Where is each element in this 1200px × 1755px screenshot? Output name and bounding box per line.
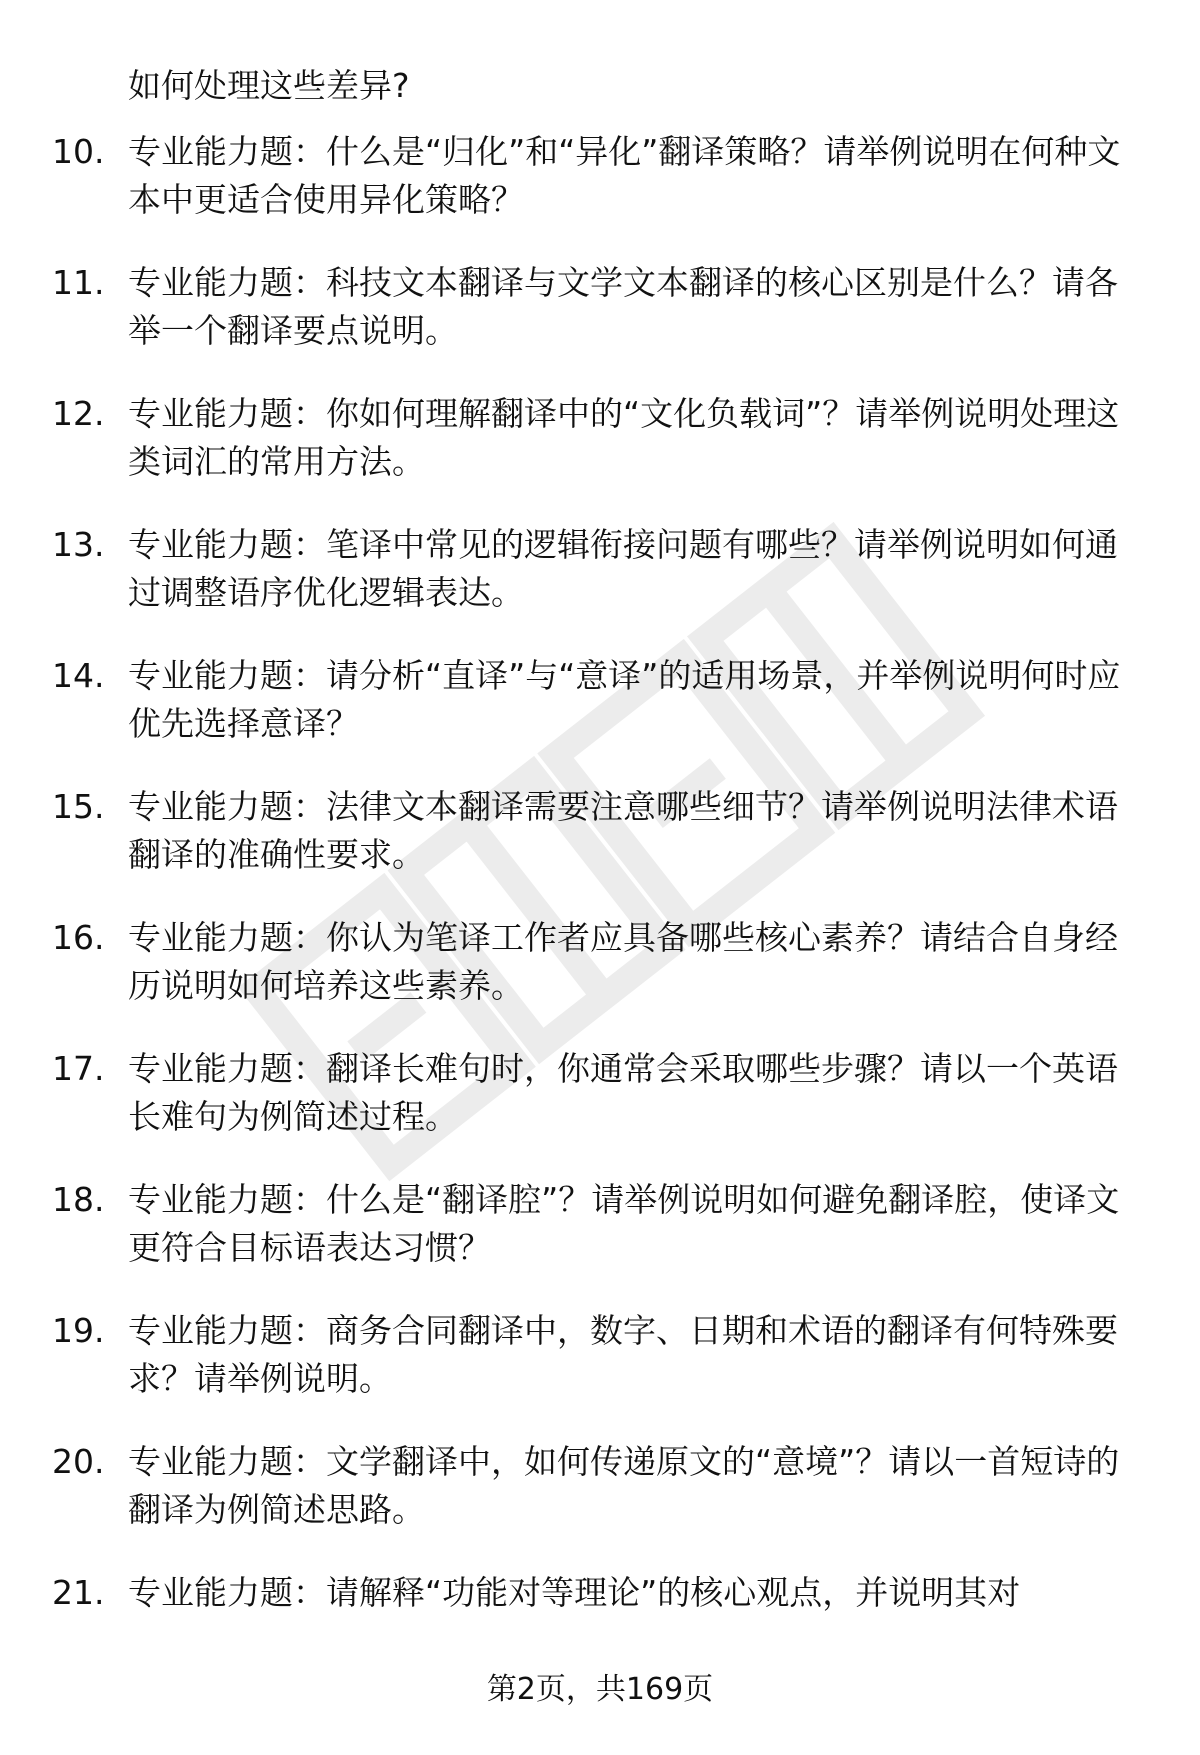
question-item [52, 1569, 1152, 1617]
question-item [52, 914, 1152, 1010]
question-text: 专业能力题：法律文本翻译需要注意哪些细节？请举例说明法律术语翻译的准确性要求。 [128, 787, 1118, 874]
question-text: 专业能力题：你认为笔译工作者应具备哪些核心素养？请结合自身经历说明如何培养这些素养。 [128, 918, 1118, 1005]
question-number: 13. [52, 525, 105, 564]
question-number: 21. [52, 1573, 105, 1612]
question-text: 专业能力题：商务合同翻译中，数字、日期和术语的翻译有何特殊要求？请举例说明。 [128, 1311, 1118, 1398]
question-text: 专业能力题：翻译长难句时，你通常会采取哪些步骤？请以一个英语长难句为例简述过程。 [128, 1049, 1118, 1136]
page-number-footer: 第2页，共169页 [486, 1672, 714, 1707]
question-text: 专业能力题：笔译中常见的逻辑衔接问题有哪些？请举例说明如何通过调整语序优化逻辑表达。 [128, 525, 1118, 612]
question-number: 19. [52, 1311, 105, 1350]
question-number: 17. [52, 1049, 105, 1088]
question-item [52, 128, 1152, 224]
question-text: 专业能力题：请解释“功能对等理论”的核心观点，并说明其对 [128, 1573, 1021, 1612]
question-item [52, 1438, 1152, 1534]
question-item [52, 652, 1152, 748]
question-number: 15. [52, 787, 105, 826]
question-text: 专业能力题：请分析“直译”与“意译”的适用场景，并举例说明何时应优先选择意译？ [128, 656, 1121, 743]
question-item [52, 390, 1152, 486]
question-item [52, 521, 1152, 617]
question-number: 20. [52, 1442, 105, 1481]
question-text: 专业能力题：什么是“翻译腔”？请举例说明如何避免翻译腔，使译文更符合目标语表达习惯？ [128, 1180, 1120, 1267]
question-number: 18. [52, 1180, 105, 1219]
question-number: 14. [52, 656, 105, 695]
question-number: 11. [52, 263, 105, 302]
question-number: 10. [52, 132, 105, 171]
question-item [52, 1045, 1152, 1141]
question-item [52, 259, 1152, 355]
question-item [52, 1307, 1152, 1403]
question-text: 专业能力题：什么是“归化”和“异化”翻译策略？请举例说明在何种文本中更适合使用异化策略？ [128, 132, 1121, 219]
question-item [52, 783, 1152, 879]
question-text: 专业能力题：你如何理解翻译中的“文化负载词”？请举例说明处理这类词汇的常用方法。 [128, 394, 1120, 481]
question-number: 16. [52, 918, 105, 957]
question-text: 专业能力题：科技文本翻译与文学文本翻译的核心区别是什么？请各举一个翻译要点说明。 [128, 263, 1118, 350]
question-item [52, 1176, 1152, 1272]
question-text: 专业能力题：文学翻译中，如何传递原文的“意境”？请以一首短诗的翻译为例简述思路。 [128, 1442, 1120, 1529]
question-number: 12. [52, 394, 105, 433]
continued-question-text: 如何处理这些差异? [128, 66, 410, 105]
